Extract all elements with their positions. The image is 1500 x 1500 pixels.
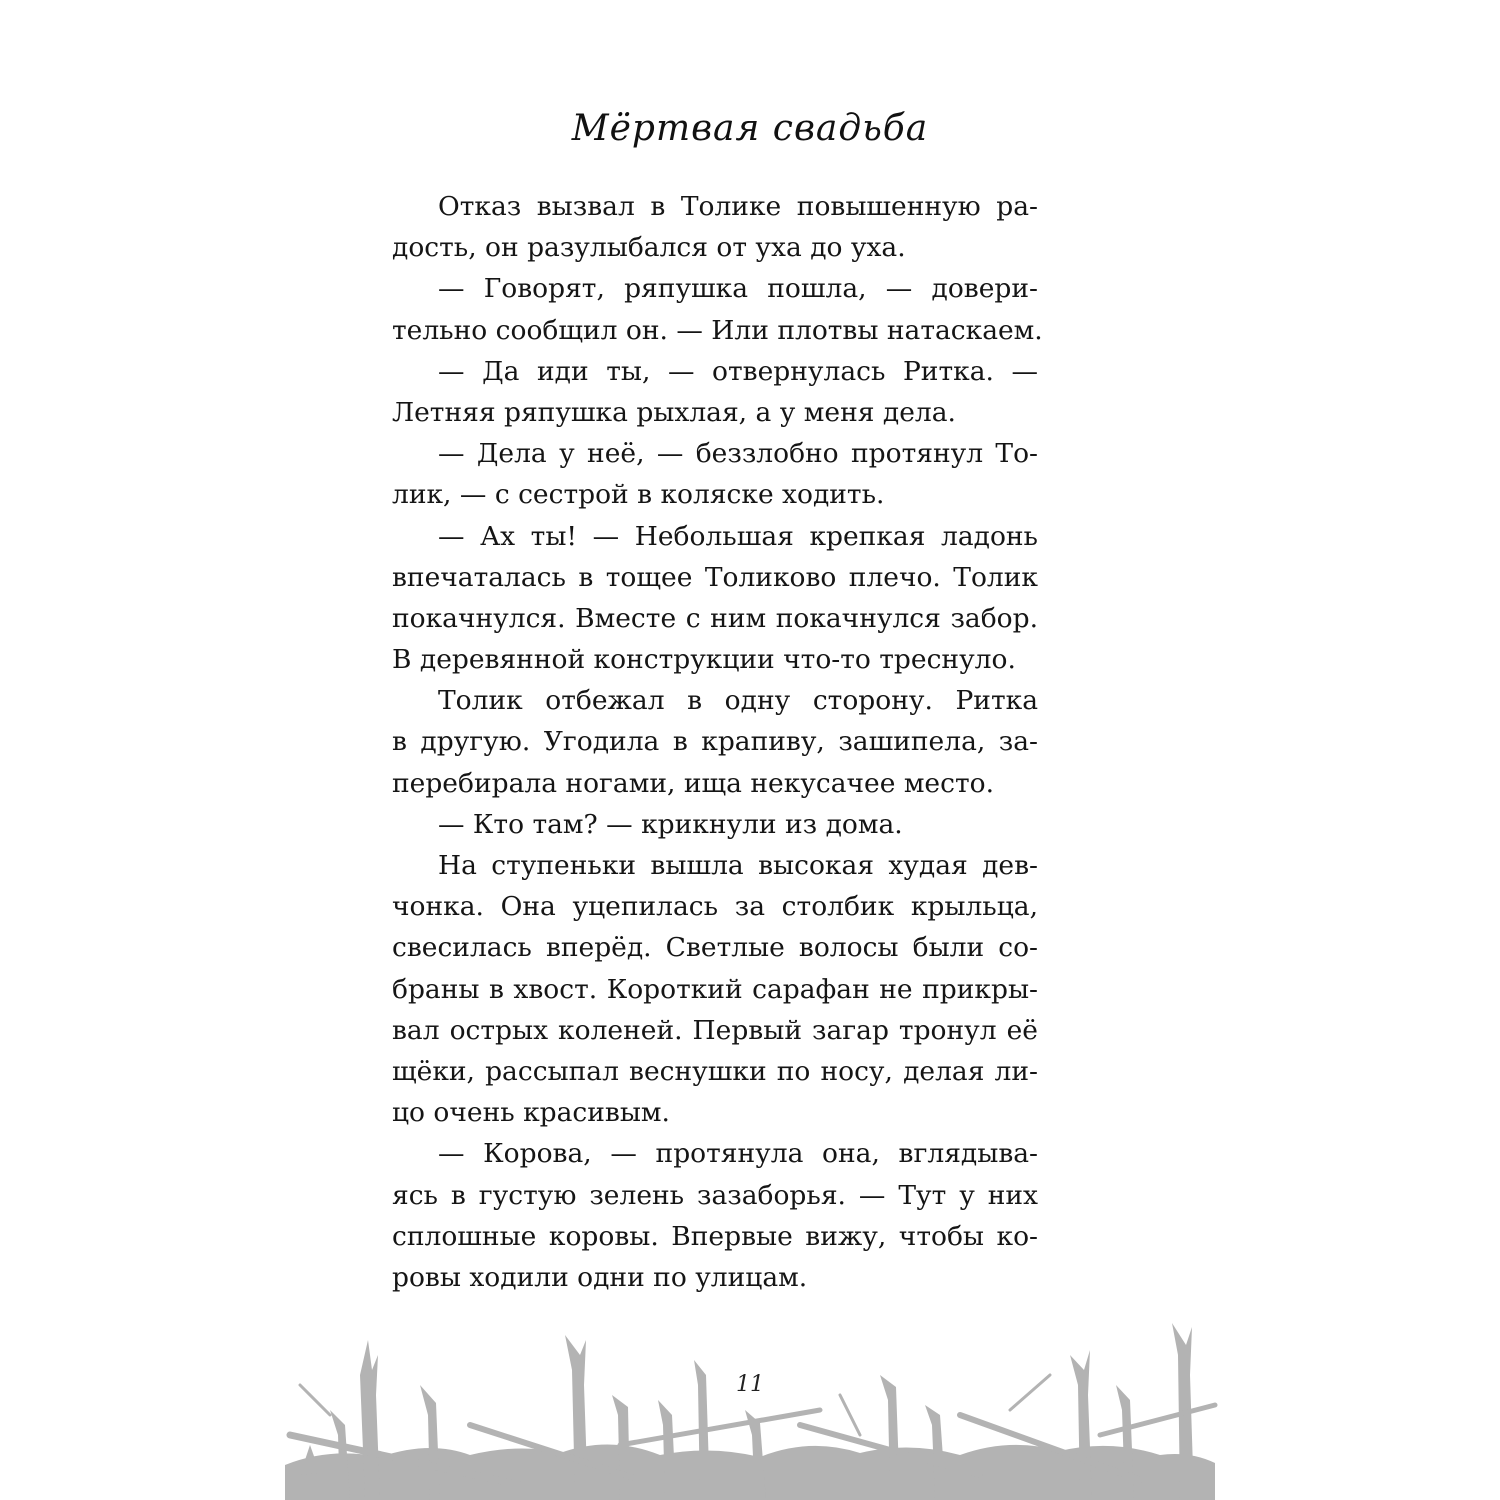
text-line: вал острых коленей. Первый загар тронул её (392, 1014, 1038, 1046)
text-line: щёки, рассыпал веснушки по носу, делая ли- (392, 1055, 1038, 1087)
text-line: тельно сообщил он. — Или плотвы натаскаем. (392, 314, 1043, 346)
running-title: Мёртвая свадьба (571, 108, 929, 149)
text-line: лик, — с сестрой в коляске ходить. (392, 479, 885, 511)
text-line: — Ах ты! — Небольшая крепкая ладонь (438, 520, 1038, 552)
text-line: сплошные коровы. Впервые вижу, чтобы ко- (392, 1220, 1038, 1252)
text-line: перебирала ногами, ища некусачее место. (392, 767, 994, 799)
text-line: — Дела у неё, — беззлобно протянул То- (438, 438, 1038, 470)
text-line: — Говорят, ряпушка пошла, — довери- (438, 273, 1038, 305)
broken-branches-illustration (0, 1315, 1500, 1500)
text-line: впечаталась в тощее Толиково плечо. Толик (392, 561, 1038, 593)
text-line: покачнулся. Вместе с ним покачнулся забор. (392, 602, 1038, 634)
text-line: — Корова, — протянула она, вглядыва- (438, 1138, 1038, 1170)
text-line: На ступеньки вышла высокая худая дев- (438, 850, 1038, 881)
text-line: Толик отбежал в одну сторону. Ритка (438, 685, 1038, 717)
page-number: 11 (736, 1372, 764, 1397)
text-line: ясь в густую зелень зазаборья. — Тут у них (392, 1179, 1038, 1211)
text-line: браны в хвост. Короткий сарафан не прикры- (392, 973, 1038, 1005)
text-line: цо очень красивым. (392, 1097, 670, 1129)
text-line: В деревянной конструкции что-то треснуло. (392, 644, 1016, 676)
text-line: дость, он разулыбался от уха до уха. (392, 232, 906, 264)
text-line: — Да иди ты, — отвернулась Ритка. — (438, 355, 1038, 387)
text-line: в другую. Угодила в крапиву, зашипела, за- (392, 726, 1038, 758)
text-line: Летняя ряпушка рыхлая, а у меня дела. (392, 396, 956, 428)
text-line: чонка. Она уцепилась за столбик крыльца, (392, 891, 1038, 923)
text-line: свесилась вперёд. Светлые волосы были со- (392, 932, 1038, 964)
text-line: — Кто там? — крикнули из дома. (438, 808, 903, 840)
text-line: Отказ вызвал в Толике повышенную ра- (438, 191, 1038, 222)
body-text (392, 186, 1043, 1298)
text-line: ровы ходили одни по улицам. (392, 1261, 808, 1293)
